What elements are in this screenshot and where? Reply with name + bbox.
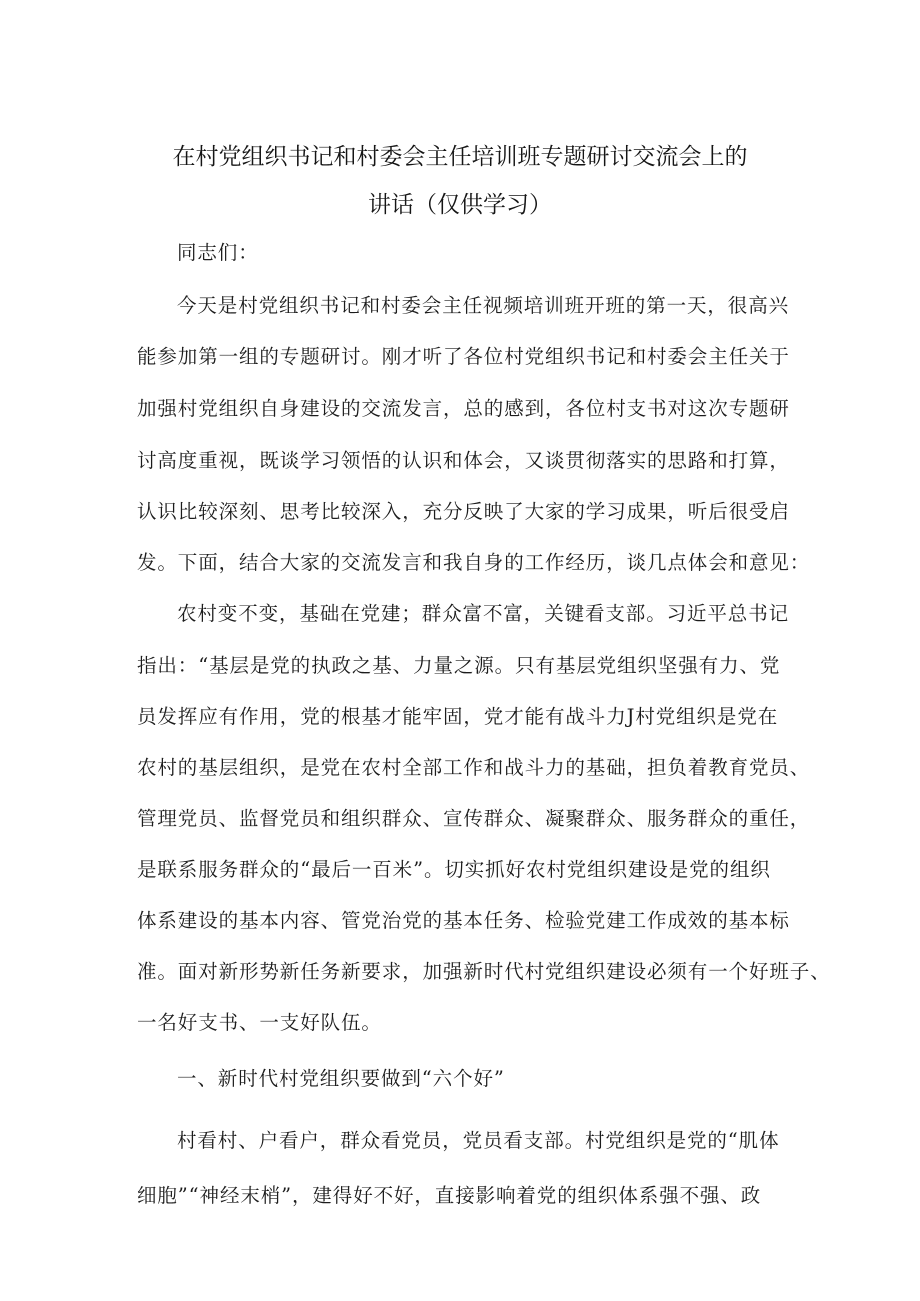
paragraph-1-line: 加强村党组织自身建设的交流发言，总的感到，各位村支书对这次专题研 <box>137 397 790 420</box>
paragraph-2-line: 是联系服务群众的“最后一百米”。切实抓好农村党组织建设是党的组织 <box>137 858 771 881</box>
paragraph-1-line: 能参加第一组的专题研讨。刚才听了各位村党组织书记和村委会主任关于 <box>137 345 790 368</box>
salutation: 同志们： <box>177 241 259 264</box>
paragraph-1-line: 发。下面，结合大家的交流发言和我自身的工作经历，谈几点体会和意见： <box>137 551 811 574</box>
paragraph-3-line: 细胞”“神经末梢”，建得好不好，直接影响着党的组织体系强不强、政 <box>137 1184 762 1207</box>
paragraph-2-line: 准。面对新形势新任务新要求，加强新时代村党组织建设必须有一个好班子、 <box>137 960 831 983</box>
paragraph-2-line: 体系建设的基本内容、管党治党的基本任务、检验党建工作成效的基本标 <box>137 909 790 932</box>
paragraph-2-line: 员发挥应有作用，党的根基才能牢固，党才能有战斗力J村党组织是党在 <box>137 705 779 728</box>
paragraph-2-line: 管理党员、监督党员和组织群众、宣传群众、凝聚群众、服务群众的重任， <box>137 807 811 830</box>
paragraph-2-line: 指出：“基层是党的执政之基、力量之源。只有基层党组织坚强有力、党 <box>137 654 781 677</box>
paragraph-2-line: 一名好支书、一支好队伍。 <box>137 1011 382 1034</box>
paragraph-2-line: 农村变不变，基础在党建；群众富不富，关键看支部。习近平总书记 <box>177 602 790 625</box>
paragraph-1-line: 认识比较深刻、思考比较深入，充分反映了大家的学习成果，听后很受启 <box>137 500 790 523</box>
document-title-line-1: 在村党组织书记和村委会主任培训班专题研讨交流会上的 <box>172 144 748 170</box>
paragraph-1-line: 讨高度重视，既谈学习领悟的认识和体会，又谈贯彻落实的思路和打算， <box>137 449 790 472</box>
section-heading: 一、新时代村党组织要做到“六个好” <box>177 1067 505 1090</box>
paragraph-2-line: 农村的基层组织，是党在农村全部工作和战斗力的基础，担负着教育党员、 <box>137 756 811 779</box>
document-title-line-2: 讲话（仅供学习） <box>368 192 552 218</box>
paragraph-1-line: 今天是村党组织书记和村委会主任视频培训班开班的第一天，很高兴 <box>177 294 790 317</box>
paragraph-3-line: 村看村、户看户，群众看党员，党员看支部。村党组织是党的“肌体 <box>177 1129 780 1152</box>
